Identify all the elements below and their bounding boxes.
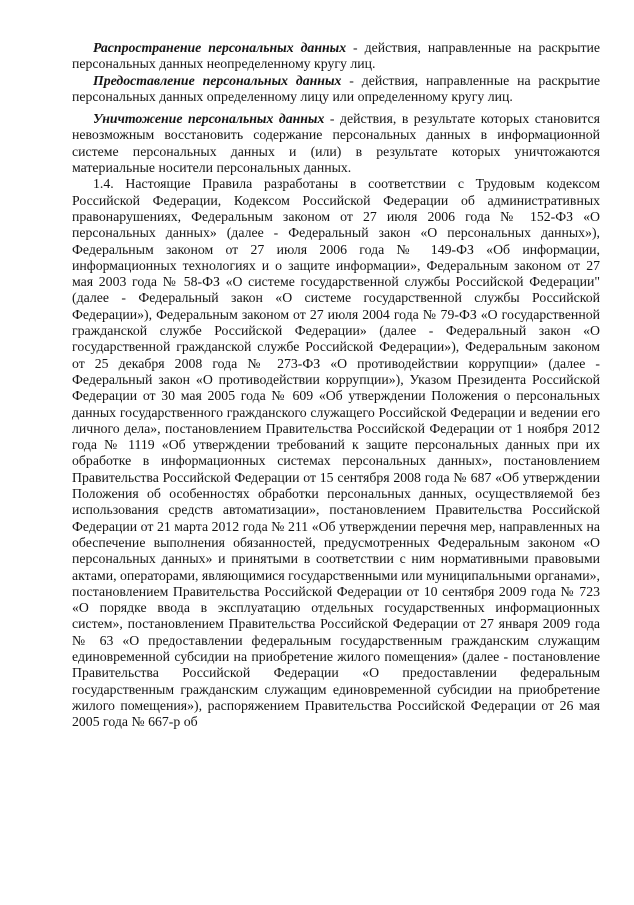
definition-term: Уничтожение персональных данных: [93, 111, 325, 127]
section-1-4-paragraph: 1.4. Настоящие Правила разработаны в соответствии с Трудовым кодексом Российской Федерации, Кодексом Российской Федерации об административных правонарушениях, Федеральным законом от 27 июля 2006 года № 152-ФЗ «О персональных данных» (далее - Федеральный закон «О персональных данных»), Федеральным законом от 27 июля 2006 года № 149-ФЗ «Об информации, информационных технологиях и о защите информации», Федеральным законом от 27 мая 2003 года № 58-ФЗ «О системе государственной службы Российской Федерации" (далее - Федеральный закон «О системе государственной службы Российской Федерации»), Федеральным законом от 27 июля 2004 года № 79-ФЗ «О государственной гражданской службе Российской Федерации» (далее - Федеральный закон «О государственной гражданской службе Российской Федерации»), Федеральным законом от 25 декабря 2008 года № 273-ФЗ «О противодействии коррупции» (далее - Федеральный закон «О противодействии коррупции»), Указом Президента Российской Федерации от 30 мая 2005 года № 609 «Об утверждении Положения о персональных данных государственного гражданского служащего Российской Федерации и ведении его личного дела», постановлением Правительства Российской Федерации от 1 ноября 2012 года № 1119 «Об утверждении требований к защите персональных данных при их обработке в информационных системах персональных данных», постановлением Правительства Российской Федерации от 15 сентября 2008 года № 687 «Об утверждении Положения об особенностях обработки персональных данных, осуществляемой без использования средств автоматизации», постановлением Правительства Российской Федерации от 21 марта 2012 года № 211 «Об утверждении перечня мер, направленных на обеспечение выполнения обязанностей, предусмотренных Федеральным законом «О персональных данных» и принятыми в соответствии с ним нормативными правовыми актами, операторами, являющимися государственными или муниципальными органами», постановлением Правительства Российской Федерации от 10 сентября 2009 года № 723 «О порядке ввода в эксплуатацию отдельных государственных информационных систем», постановлением Правительства Российской Федерации от 27 января 2009 года № 63 «О предоставлении федеральным государственным гражданским служащим единовременной субсидии на приобретение жилого помещения» (далее - постановление Правительства Российской Федерации «О предоставлении федеральным государственным гражданским служащим единовременной субсидии на приобретение жилого помещения»), распоряжением Правительства Российской Федерации от 26 мая 2005 года № 667-р об: [72, 176, 600, 730]
definition-text: - действия, в результате которых становится невозможным восстановить содержание персональных данных в информационной системе персональных данных и (или) в результате которых уничтожаются материальные носители персональных данных.: [72, 111, 600, 176]
definition-paragraph-provision: [72, 73, 600, 106]
definition-text: - действия, направленные на раскрытие персональных данных определенному лицу или определенному кругу лиц.: [72, 72, 600, 104]
definition-term: Распространение персональных данных: [93, 40, 347, 55]
definition-paragraph-distribution: [72, 40, 600, 73]
document-page: [72, 40, 600, 730]
definition-text: - действия, направленные на раскрытие персональных данных неопределенному кругу лиц.: [72, 40, 600, 72]
definition-term: Предоставление персональных данных: [93, 72, 342, 88]
definition-paragraph-destruction: [72, 111, 600, 176]
